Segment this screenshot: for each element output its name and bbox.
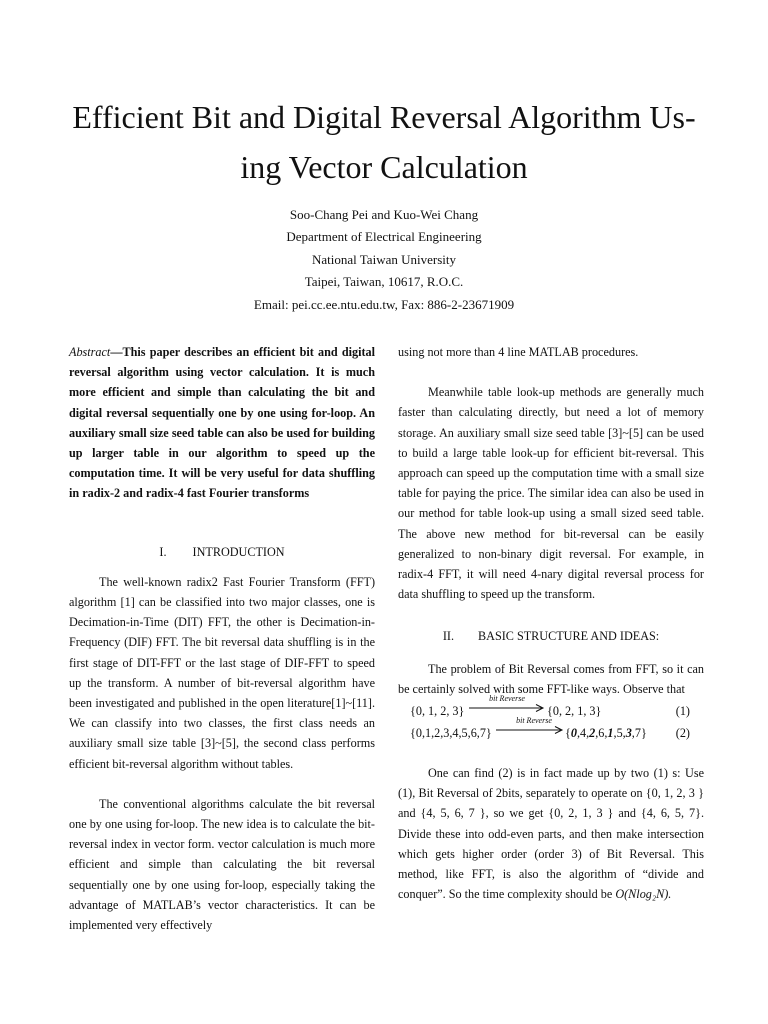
right-column [398,342,704,904]
basic-paragraph-1: The problem of Bit Reversal comes from FFT, so it can be certainly solved with some FFT-like ways. Observe that [398,661,704,696]
section-heading-introduction [69,542,375,562]
rhs-emph-1: 1 [607,726,614,741]
rhs-sep: ,6, [595,726,608,741]
section-number: I. [159,544,167,559]
equation-2-arrow [495,716,573,742]
time-complexity: O(Nlog₂N). [615,887,672,902]
basic-paragraph-2-text: One can find (2) is in fact made up by two (1) s: Use (1), Bit Reversal of 2bits, separately to operate on {0, 1, 2, 3 } and {4, 5, 6, 7 }, so we get {0, 2, 1, 3 } and {4, 6, 5, 7}. Divide these into odd-even parts, and then make intersection which gets higher order (order 3) of Bit Reversal. This method, like FFT, is also the algorithm of “divide and conquer”. So the time complexity should be [398,766,704,902]
equation-2 [398,716,704,743]
basic-paragraph-2 [398,763,704,904]
intro-paragraph-3: Meanwhile table look-up methods are generally much faster than calculating directly, but need a lot of memory storage. An auxiliary small size seed table [3]~[5] can be used to build a large table look-up for efficient bit-reversal. This approach can speed up the computation time with a small size table for paying the price. The similar idea can also be used in our method for table look-up using a small sized seed table. The above new method for bit-reversal can be easily generalized to non-binary digit reversal. For example, in radix-4 FFT, it will need 4-nary digital reversal process for data shuffling to speed up the transform. [398,385,704,602]
intro-paragraph-2: The conventional algorithms calculate the bit reversal one by one using for-loop. The new idea is to calculate the bit-reversal index in vector form. vector calculation is much more efficient and simple than calculating the bit reversal sequentially one by one using for-loop, especially taking the advantage of MATLAB’s vector characteristics. It can be implemented very effectively [69,796,375,933]
paper-title-line1: Efficient Bit and Digital Reversal Algorithm Us- [72,99,696,135]
abstract-paragraph [69,342,375,504]
abstract-dash: — [110,345,123,359]
right-arrow-icon [495,716,565,742]
equation-2-number: (2) [675,726,690,741]
rhs-sep: ,5, [613,726,626,741]
rhs-emph-0: 0 [570,726,577,741]
rhs-brace: ,7} [631,726,647,741]
abstract-text: This paper describes an efficient bit and digital reversal algorithm using vector calculation. It is much more efficient and simple than calculating the bit and digital reversal sequentially one by one using for-loop. An auxiliary small size seed table can also be used for building up larger table in our algorithm to speed up the computation time. It will be very useful for data shuffling in radix-2 and radix-4 fast Fourier transforms [69,345,375,501]
rhs-sep: ,4, [576,726,590,741]
rhs-emph-2: 2 [589,726,596,741]
section-title: BASIC STRUCTURE AND IDEAS: [478,629,660,644]
author-block [0,204,768,316]
equation-2-rhs [565,723,647,743]
author-names: Soo-Chang Pei and Kuo-Wei Chang [289,207,479,222]
affiliation-department: Department of Electrical Engineering [286,229,482,245]
equation-2-lhs: {0,1,2,3,4,5,6,7} [410,726,492,741]
intro-paragraph-2-continued: using not more than 4 line MATLAB procedures. [398,345,639,359]
equation-1-arrow-label: bit Reverse [489,694,525,704]
equation-2-arrow-label: bit Reverse [516,716,552,726]
contact-info: Email: pei.cc.ee.ntu.edu.tw, Fax: 886-2-23671909 [253,296,515,312]
equation-1-number: (1) [675,704,690,719]
abstract-label: Abstract [69,345,111,359]
section-number: II. [442,629,455,644]
affiliation-university: National Taiwan University [312,251,456,267]
equation-1-rhs: {0, 2, 1, 3} [547,704,602,719]
paper-title-line2: ing Vector Calculation [240,149,528,185]
rhs-emph-3: 3 [625,726,632,741]
equation-1-lhs: {0, 1, 2, 3} [410,704,465,719]
section-title: INTRODUCTION [192,544,285,559]
intro-paragraph-1: The well-known radix2 Fast Fourier Transform (FFT) algorithm [1] can be classified into two major classes, one is Decimation-in-Time (DIT) FFT, the other is Decimation-in-Frequency (DIF) FFT. The bit reversal data shuffling is in the first stage of DIT-FFT or the last stage of DIF-FFT to speed up the transform. A number of bit-reversal algorithm have been investigated and published in the open literature[1]~[11]. We can classify into two classes, the first class needs an auxiliary small size table [3]~[5], the second class performs efficient bit-reversal algorithm without tables. [69,574,375,771]
section-heading-basic-structure [398,626,704,646]
rhs-brace: { [565,726,571,741]
left-column [69,342,375,935]
paper-title [40,92,728,192]
affiliation-city: Taipei, Taiwan, 10617, R.O.C. [304,274,464,290]
